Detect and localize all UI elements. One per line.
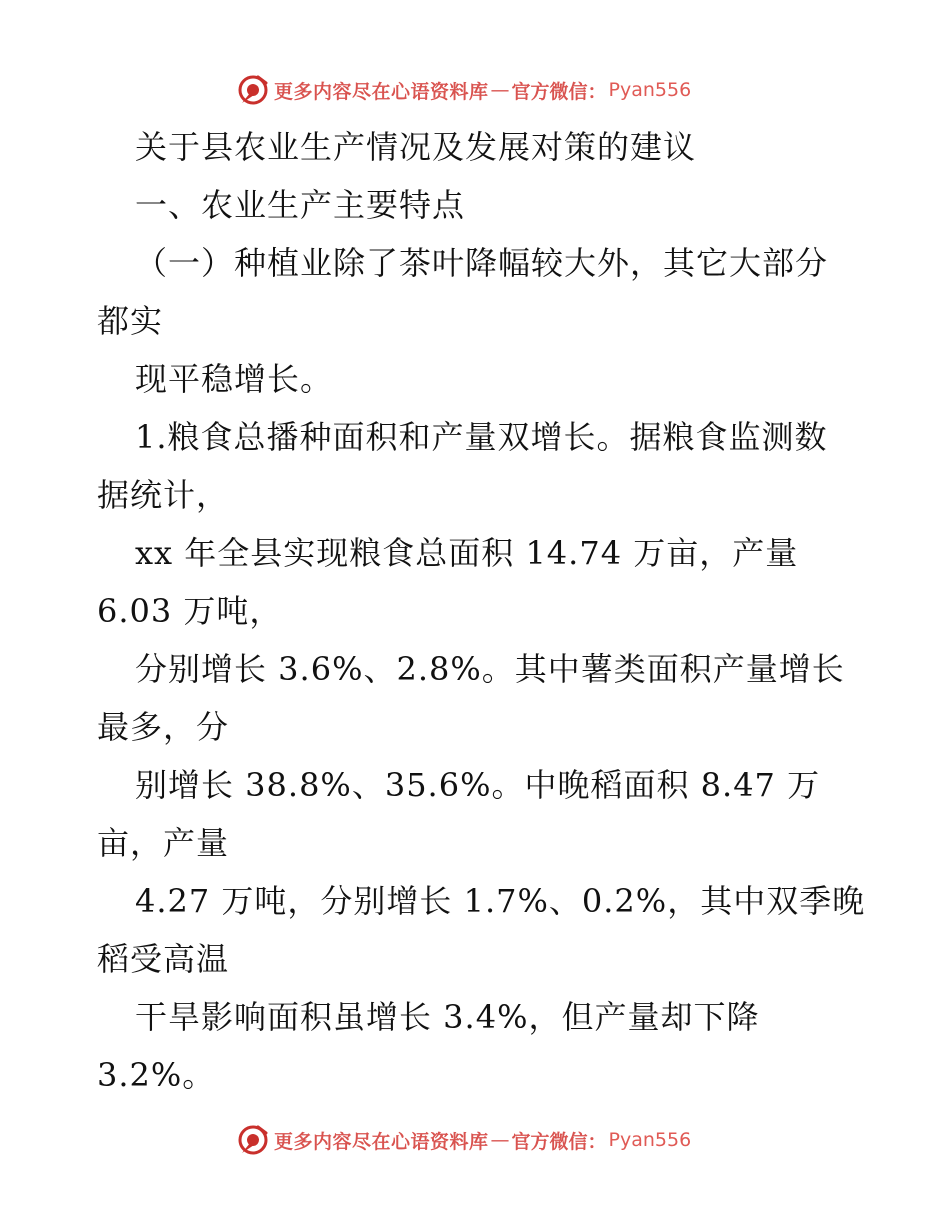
- paragraph-line: 6.03 万吨，: [97, 592, 283, 630]
- document-body: [97, 118, 866, 1104]
- paragraph-line: 3.2%。: [97, 1056, 216, 1094]
- paragraph-line: 据统计，: [97, 476, 230, 514]
- watermark-label: 官方微信：: [511, 1130, 607, 1153]
- pen-circle-logo-icon: [236, 73, 270, 107]
- pen-circle-logo-icon: [236, 1123, 270, 1157]
- paragraph-line: xx 年全县实现粮食总面积 14.74 万亩，产量: [135, 534, 799, 572]
- paragraph-line: 现平稳增长。: [135, 360, 334, 398]
- watermark-text: 更多内容尽在心语资料库: [274, 80, 489, 103]
- paragraph-line: 都实: [97, 302, 164, 340]
- paragraph-line: 稻受高温: [97, 940, 230, 978]
- footer-watermark: [236, 1123, 691, 1157]
- paragraph-line: （一）种植业除了茶叶降幅较大外，其它大部分: [135, 244, 829, 282]
- watermark-label: 官方微信：: [511, 80, 607, 103]
- section-heading: 一、农业生产主要特点: [135, 186, 466, 224]
- paragraph-line: 1.粮食总播种面积和产量双增长。据粮食监测数: [135, 418, 828, 456]
- header-watermark: [236, 73, 691, 107]
- watermark-handle: Pyan556: [608, 1129, 692, 1151]
- paragraph-line: 最多，分: [97, 708, 230, 746]
- watermark-text: 更多内容尽在心语资料库: [274, 1130, 489, 1153]
- watermark-separator: —: [490, 79, 510, 101]
- watermark-separator: —: [490, 1129, 510, 1151]
- paragraph-line: 分别增长 3.6%、2.8%。其中薯类面积产量增长: [135, 650, 845, 688]
- paragraph-line: 干旱影响面积虽增长 3.4%，但产量却下降: [135, 998, 760, 1036]
- watermark-handle: Pyan556: [608, 79, 692, 101]
- paragraph-line: 4.27 万吨，分别增长 1.7%、0.2%，其中双季晚: [135, 882, 866, 920]
- paragraph-line: 别增长 38.8%、35.6%。中晚稻面积 8.47 万: [135, 766, 821, 804]
- paragraph-line: 亩，产量: [97, 824, 230, 862]
- document-title: 关于县农业生产情况及发展对策的建议: [135, 128, 697, 166]
